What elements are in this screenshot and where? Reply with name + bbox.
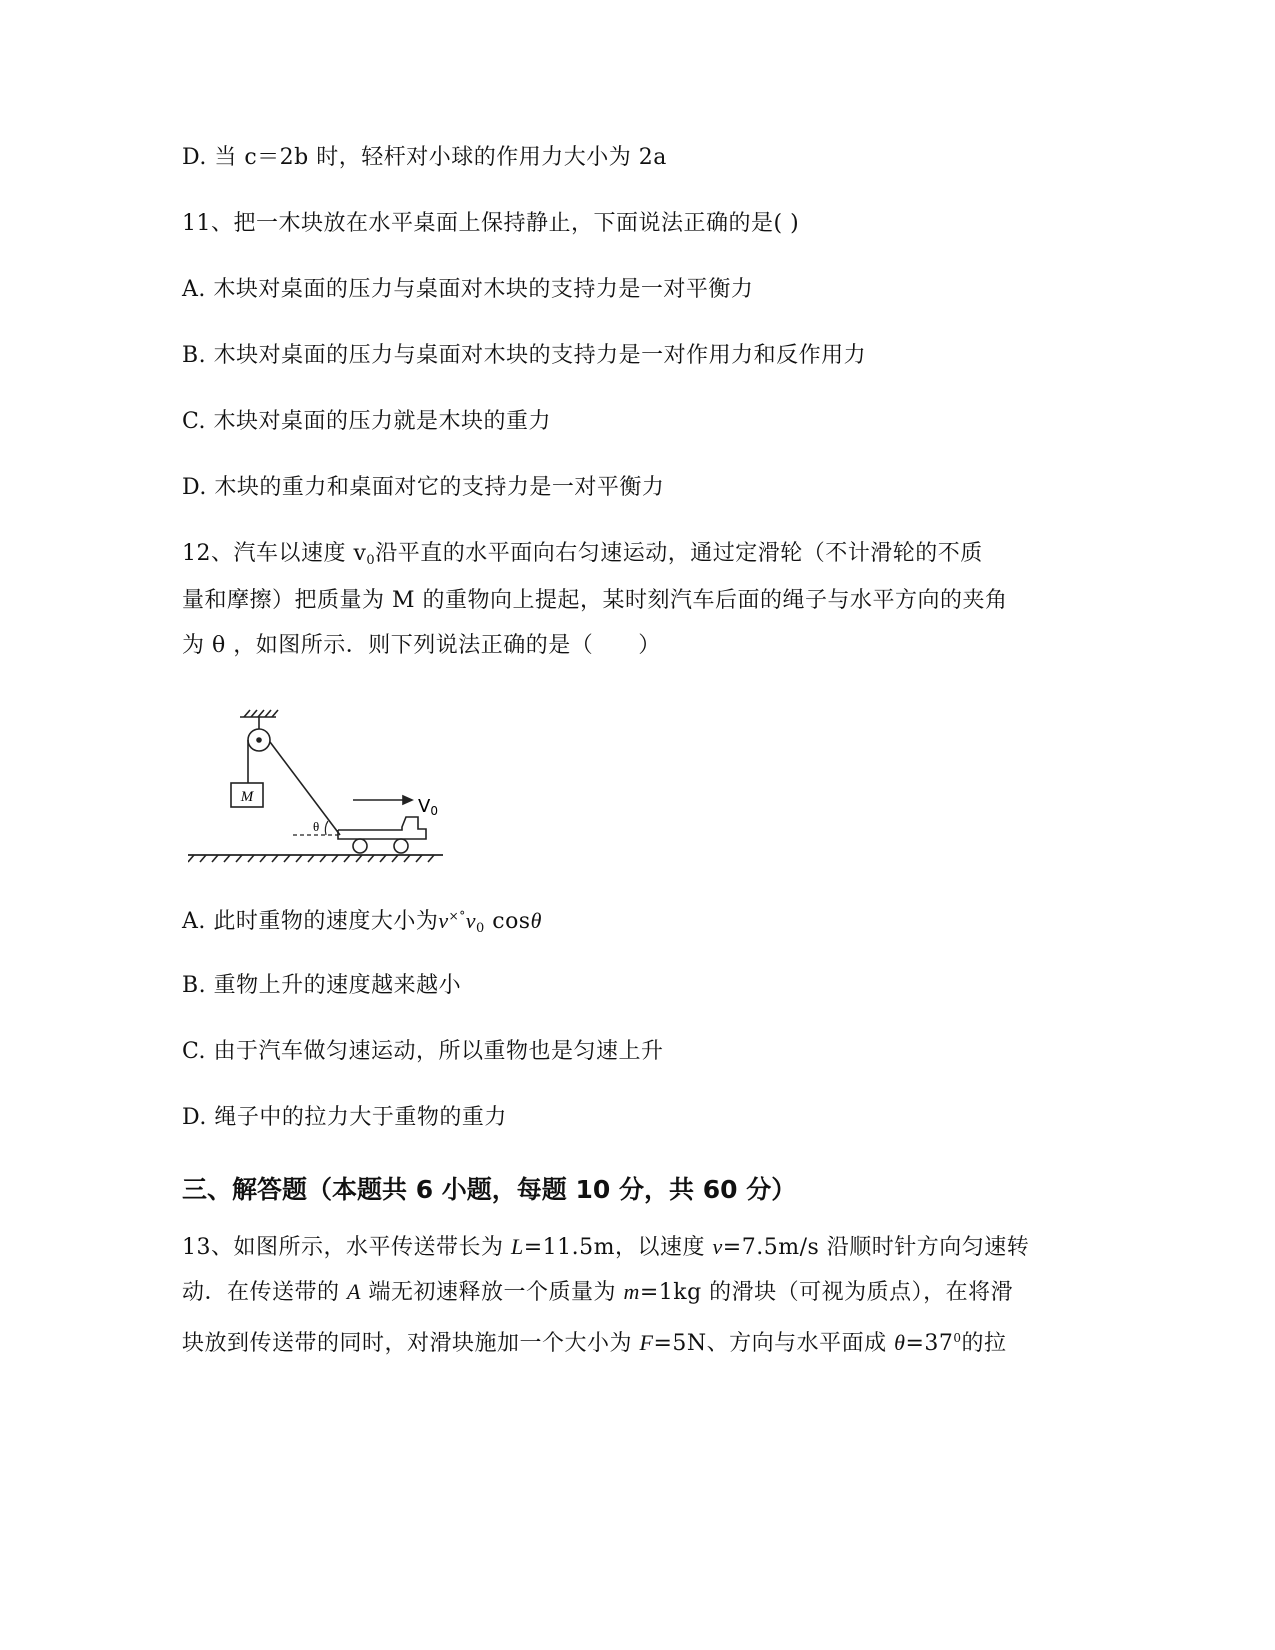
q12-stem-line3: 为 θ ，如图所示．则下列说法正确的是（ ） — [182, 633, 661, 658]
q12-option-b: B. 重物上升的速度越来越小 — [182, 973, 462, 998]
q13-line1: 13、如图所示，水平传送带长为 L=11.5m，以速度 v=7.5m/s 沿顺时针方向匀速转 — [182, 1234, 1030, 1260]
pulley-truck-figure — [188, 705, 448, 865]
q11-stem: 11、把一木块放在水平桌面上保持静止，下面说法正确的是( ) — [182, 211, 800, 236]
velocity-label: V0 — [418, 796, 438, 818]
q11-option-c: C. 木块对桌面的压力就是木块的重力 — [182, 409, 552, 434]
section-title-answers: 三、解答题（本题共 6 小题，每题 10 分，共 60 分） — [182, 1175, 797, 1204]
rope-slanted — [270, 742, 340, 835]
q12-stem-line1: 12、汽车以速度 $v_0$沿平直的水平面向右匀速运动，通过定滑轮（不计滑轮的不质 — [182, 541, 983, 568]
q11-option-a: A. 木块对桌面的压力与桌面对木块的支持力是一对平衡力 — [182, 277, 754, 302]
q12-option-c: C. 由于汽车做匀速运动，所以重物也是匀速上升 — [182, 1039, 664, 1064]
q12-option-a: A. 此时重物的速度大小为$v^{\times^\circ}v_0$ cosθ — [182, 908, 542, 936]
q10-option-d: D. 当 c＝2b 时，轻杆对小球的作用力大小为 2a — [182, 145, 667, 170]
q13-line2: 动．在传送带的 A 端无初速释放一个质量为 m=1kg 的滑块（可视为质点），在将滑 — [182, 1279, 1014, 1305]
mass-label: M — [240, 789, 254, 805]
q13-line3: 块放到传送带的同时，对滑块施加一个大小为 F=5N、方向与水平面成 $\theta=37^0$的拉 — [182, 1330, 1007, 1356]
truck-wheel — [394, 839, 408, 853]
q11-option-d: D. 木块的重力和桌面对它的支持力是一对平衡力 — [182, 475, 665, 500]
q11-option-b: B. 木块对桌面的压力与桌面对木块的支持力是一对作用力和反作用力 — [182, 343, 867, 368]
q12-option-d: D. 绳子中的拉力大于重物的重力 — [182, 1105, 507, 1130]
angle-label: θ — [313, 819, 320, 834]
q12-stem-line2: 量和摩擦）把质量为 M 的重物向上提起，某时刻汽车后面的绳子与水平方向的夹角 — [182, 588, 1008, 613]
truck-body — [338, 817, 426, 839]
truck-wheel — [353, 839, 367, 853]
